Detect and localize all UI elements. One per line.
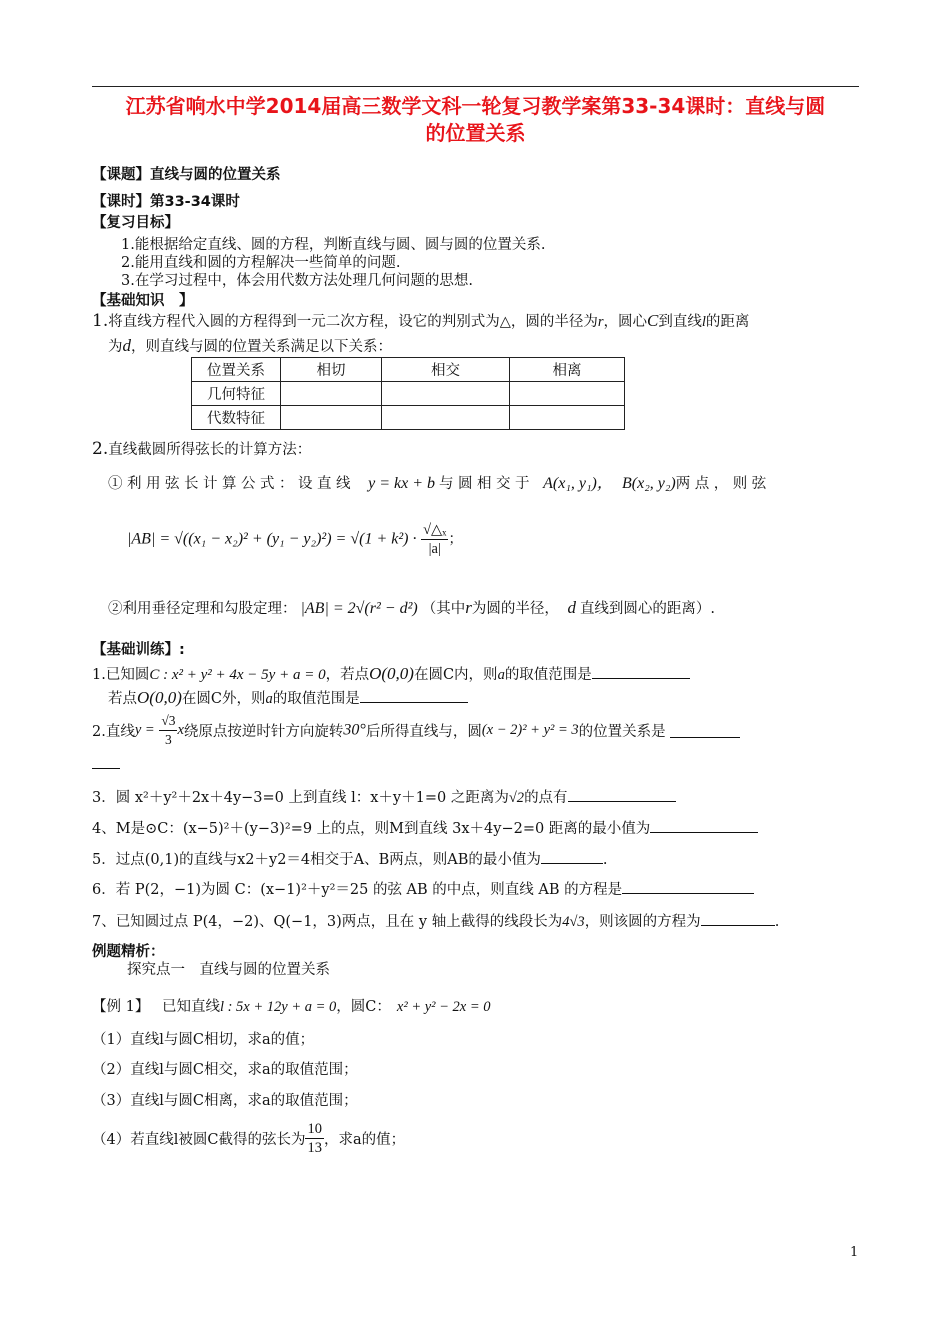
formula-fraction: $\frac{\text{√△ₓ}}{|a|}$: [423, 522, 447, 557]
chord-length-formula: |AB| = √((x₁ − x₂)² + (y₁ − y₂)²) = √(1 + k²) · $\frac{\text{√△ₓ}}{|a|}$ ；: [127, 522, 463, 557]
topic-line: 【课题】直线与圆的位置关系: [92, 167, 281, 183]
goal-item: 3.在学习过程中，体会用代数方法处理几何问题的思想.: [121, 273, 473, 289]
example-1-part-2: （2）直线l与圆C相交，求a的取值范围；: [92, 1062, 358, 1078]
chord-fraction: $\frac{10}{13}$: [307, 1121, 322, 1156]
explore-point-1: 探究点一 直线与圆的位置关系: [127, 962, 330, 978]
basics-heading: 【基础知识 】: [92, 293, 194, 309]
table-cell: 位置关系: [192, 358, 281, 382]
training-question-6: 6．若 P(2，−1)为圆 C：(x−1)²＋y²＝25 的弦 AB 的中点，则直线 AB 的方程是: [92, 878, 754, 899]
answer-blank[interactable]: [670, 723, 740, 738]
training-question-5: 5．过点(0,1)的直线与x2＋y2＝4相交于A、B两点，则AB的最小值为 .: [92, 848, 608, 869]
answer-blank-continuation[interactable]: [92, 758, 120, 769]
training-question-2: 2.直线y = $\frac{√3}{3}$ x绕原点按逆时针方向旋转30°后所得直线与，圆(x − 2)² + y² = 3的位置关系是: [92, 712, 740, 749]
answer-blank[interactable]: [650, 818, 758, 833]
title-line-1: 江苏省响水中学2014届高三数学文科一轮复习教学案第33-34课时：直线与圆: [125, 94, 826, 118]
training-question-1: 1.已知圆C : x² + y² + 4x − 5y + a = 0，若点O(0,0)在圆C内，则a的取值范围是: [92, 663, 690, 684]
knowledge-1-line-1: 1.将直线方程代入圆的方程得到一元二次方程，设它的判别式为△，圆的半径为r，圆心C到直线l的距离: [92, 311, 750, 331]
table-header-row: [192, 358, 625, 382]
table-cell: [382, 382, 510, 406]
slope-fraction: $\frac{√3}{3}$: [161, 713, 176, 747]
goal-item: 2.能用直线和圆的方程解决一些简单的问题.: [121, 255, 401, 271]
table-cell: 几何特征: [192, 382, 281, 406]
table-cell: 相离: [510, 358, 625, 382]
training-question-1b: 若点O(0,0)在圆C外，则a的取值范围是: [108, 687, 468, 708]
knowledge-1-line-2: 为d，则直线与圆的位置关系满足以下关系：: [108, 336, 392, 355]
table-cell: 相交: [382, 358, 510, 382]
table-cell: [382, 406, 510, 430]
document-title: [92, 93, 859, 147]
examples-heading: 例题精析：: [92, 944, 165, 960]
knowledge-2-method-2: ②利用垂径定理和勾股定理： |AB| = 2√(r² − d²) （其中r为圆的半径， d 直线到圆心的距离）.: [108, 598, 716, 617]
table-cell: 代数特征: [192, 406, 281, 430]
knowledge-2-heading: 2.直线截圆所得弦长的计算方法：: [92, 439, 312, 459]
training-question-3: 3．圆 x²＋y²＋2x＋4y−3=0 上到直线 l：x＋y＋1=0 之距离为√2的点有: [92, 786, 676, 807]
table-row: [192, 382, 625, 406]
answer-blank[interactable]: [701, 911, 775, 926]
answer-blank[interactable]: [622, 879, 754, 894]
example-1-part-1: （1）直线l与圆C相切，求a的值；: [92, 1032, 315, 1048]
training-question-4: 4、M是⊙C：(x−5)²＋(y−3)²=9 上的点，则M到直线 3x＋4y−2=0 距离的最小值为: [92, 817, 758, 838]
training-heading: 【基础训练】:: [92, 642, 185, 658]
table-cell: [510, 406, 625, 430]
answer-blank[interactable]: [360, 688, 468, 703]
relationship-table: [191, 357, 625, 430]
goal-item: 1.能根据给定直线、圆的方程，判断直线与圆、圆与圆的位置关系.: [121, 237, 546, 253]
answer-blank[interactable]: [541, 849, 603, 864]
table-cell: 相切: [281, 358, 382, 382]
table-cell: [510, 382, 625, 406]
table-cell: [281, 406, 382, 430]
example-1-part-4: （4）若直线l被圆C截得的弦长为 $\frac{10}{13}$ ，求a的值；: [92, 1121, 406, 1156]
answer-blank[interactable]: [592, 664, 690, 679]
title-line-2: 的位置关系: [425, 121, 526, 145]
period-line: 【课时】第33-34课时: [92, 194, 240, 210]
table-cell: [281, 382, 382, 406]
example-1-part-3: （3）直线l与圆C相离，求a的取值范围；: [92, 1093, 358, 1109]
header-rule: [92, 86, 859, 87]
page-number: 1: [850, 1245, 859, 1260]
goals-heading: 【复习目标】: [92, 215, 179, 231]
example-1-statement: 【例 1】 已知直线l : 5x + 12y + a = 0，圆C： x² + y² − 2x = 0: [92, 999, 491, 1015]
knowledge-2-method-1: ①利用弦长计算公式：设直线 y = kx + b 与圆相交于 A(x₁, y₁)， B(x₂, y₂)两点，则弦: [108, 475, 771, 492]
answer-blank[interactable]: [568, 787, 676, 802]
training-question-7: 7、已知圆过点 P(4，−2)、Q(−1，3)两点，且在 y 轴上截得的线段长为4√3，则该圆的方程为 .: [92, 910, 779, 931]
table-row: [192, 406, 625, 430]
